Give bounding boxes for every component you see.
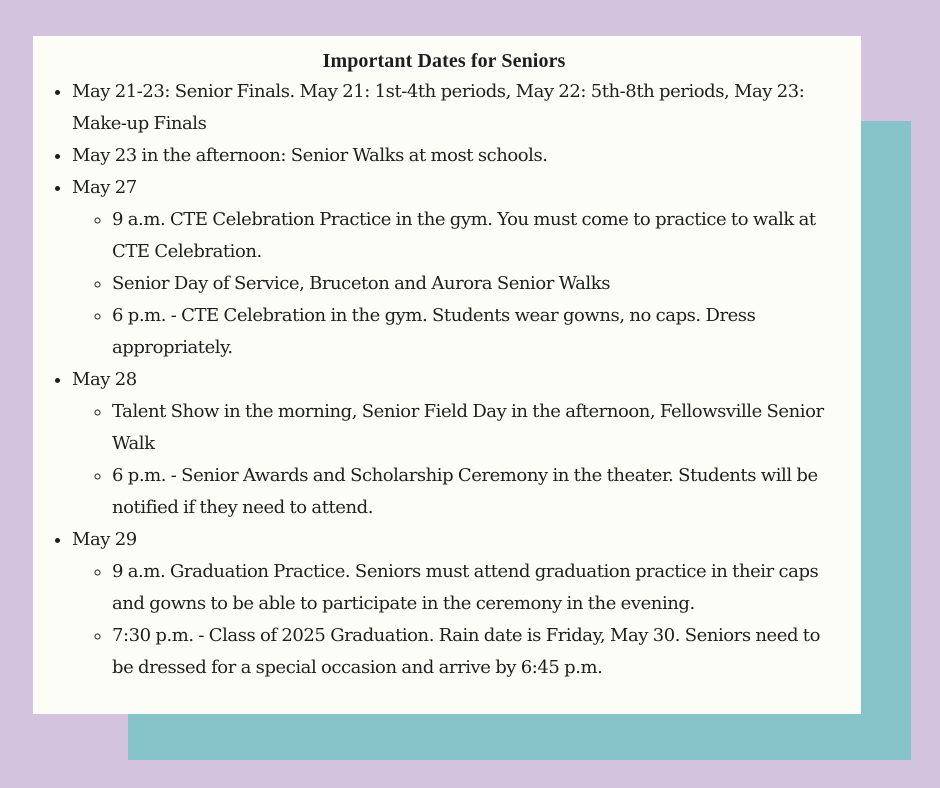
sub-list-item-text: 9 a.m. CTE Celebration Practice in the gym. You must come to practice to walk at CTE Celebration. [112, 209, 816, 262]
sub-list-item-text: 6 p.m. - Senior Awards and Scholarship Ceremony in the theater. Students will be notified if they need to attend. [112, 465, 818, 518]
sub-list-item [112, 300, 843, 364]
sub-list [72, 204, 843, 364]
dates-list [45, 76, 843, 684]
sub-list-item-text: Talent Show in the morning, Senior Field Day in the afternoon, Fellowsville Senior Walk [112, 401, 824, 454]
sub-list [72, 556, 843, 684]
sub-list [72, 396, 843, 524]
list-item-text: May 28 [72, 369, 137, 390]
sub-list-item [112, 204, 843, 268]
sub-list-item-text: 6 p.m. - CTE Celebration in the gym. Students wear gowns, no caps. Dress appropriately. [112, 305, 756, 358]
list-item [72, 76, 843, 140]
list-item-text: May 21-23: Senior Finals. May 21: 1st-4th periods, May 22: 5th-8th periods, May 23: Make-up Finals [72, 81, 805, 134]
sub-list-item [112, 268, 843, 300]
list-item-text: May 29 [72, 529, 137, 550]
important-dates-card [33, 36, 861, 714]
sub-list-item [112, 460, 843, 524]
list-item [72, 364, 843, 524]
sub-list-item [112, 396, 843, 460]
sub-list-item-text: 7:30 p.m. - Class of 2025 Graduation. Rain date is Friday, May 30. Seniors need to be dressed for a special occasion and arrive by 6:45 p.m. [112, 625, 820, 678]
list-item-text: May 27 [72, 177, 137, 198]
page-title: Important Dates for Seniors [322, 50, 566, 72]
list-item [72, 524, 843, 684]
sub-list-item-text: Senior Day of Service, Bruceton and Aurora Senior Walks [112, 273, 610, 294]
sub-list-item [112, 556, 843, 620]
list-item-text: May 23 in the afternoon: Senior Walks at most schools. [72, 145, 548, 166]
sub-list-item [112, 620, 843, 684]
sub-list-item-text: 9 a.m. Graduation Practice. Seniors must attend graduation practice in their caps and gowns to be able to participate in the ceremony in the evening. [112, 561, 819, 614]
list-item [72, 140, 843, 172]
list-item [72, 172, 843, 364]
